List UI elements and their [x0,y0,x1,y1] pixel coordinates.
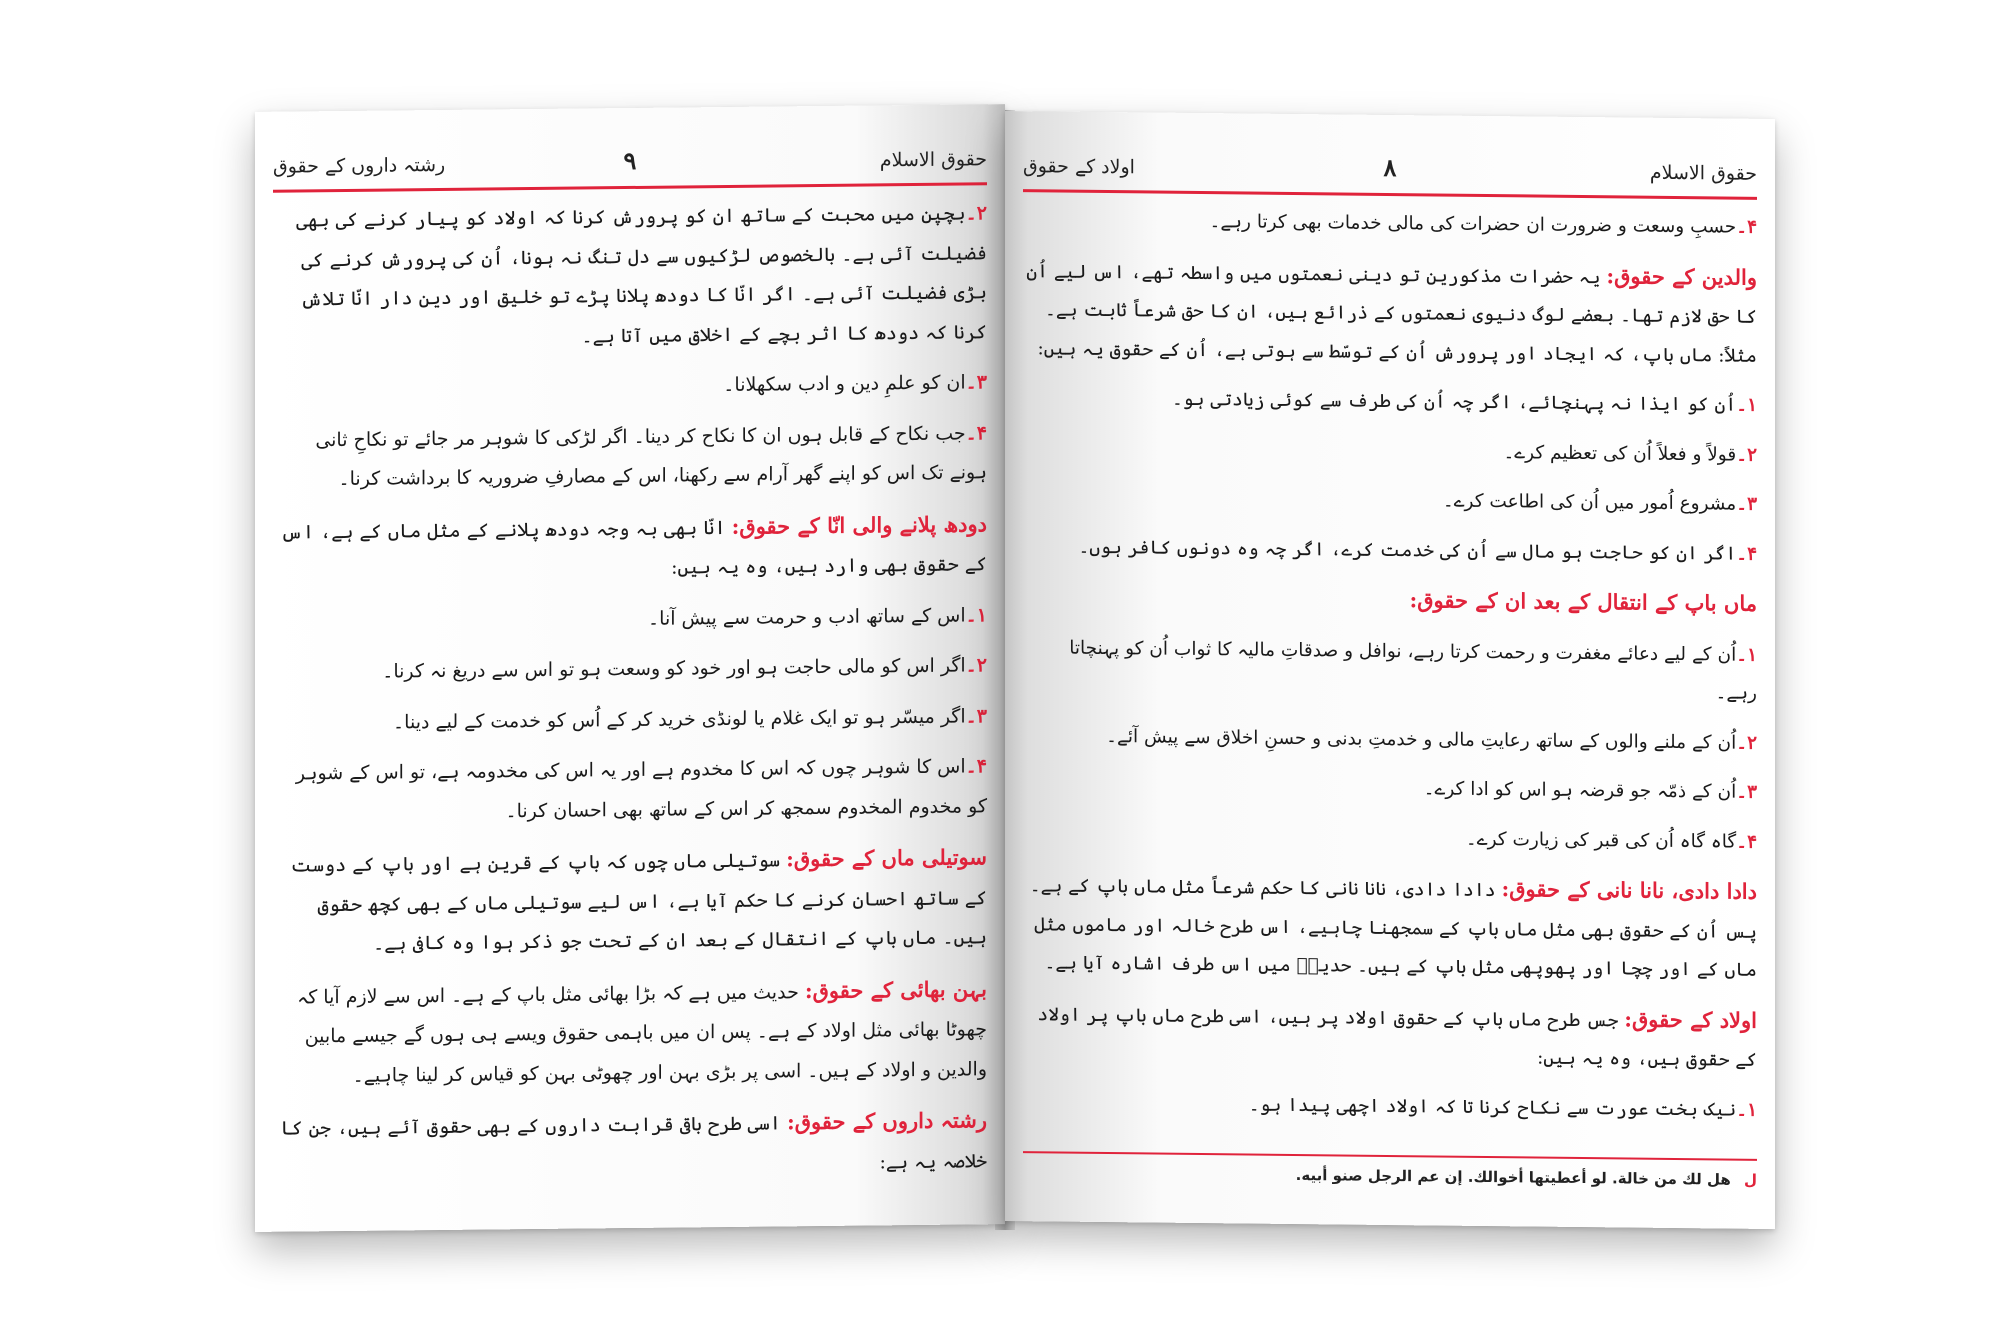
numbered-paragraph [273,747,987,833]
numbered-paragraph [1023,528,1757,574]
section-heading: بہن بھائی کے حقوق: [804,975,987,1003]
paragraph-text: بچپن میں محبت کے ساتھ ان کو پرورش کرنا کہ اولاد کو پیار کرنے کی بھی فضیلت آئی ہے۔ بالخصوص لڑکیوں سے دل تنگ نہ ہونا، اُن کی پرورش کرنے کی بڑی فضیلت آئی ہے۔ اگر انّا کا دودھ پلانا پڑے تو خلیق اور دین دار انّا تلاش کرنا کہ دودھ کا اثر بچے کے اخلاق میں آتا ہے۔ [296,202,987,348]
section-heading: سوتیلی ماں کے حقوق: [786,844,987,872]
paragraph-text: اُن کے ذمّہ جو قرضہ ہو اس کو ادا کرے۔ [1423,778,1737,803]
section-heading: والدین کے حقوق: [1606,262,1757,290]
numbered-paragraph [273,697,987,744]
paragraph-text: اگر اس کو مالی حاجت ہو اور خود کو وسعت ہو تو اس سے دریغ نہ کرنا۔ [382,654,966,683]
paragraph-text: اُن کے لیے دعائے مغفرت و رحمت کرتا رہے، نوافل و صدقاتِ مالیہ کا ثواب اُن کو پہنچاتا رہے۔ [1069,637,1757,704]
page-number: ۸ [1383,152,1397,183]
paragraph-text: گاہ گاہ اُن کی قبر کی زیارت کرے۔ [1465,828,1737,853]
page-header [273,142,987,185]
section-heading: ماں باپ کے انتقال کے بعد ان کے حقوق: [1409,587,1757,616]
section-paragraph [1023,251,1757,376]
page-body [273,194,987,1199]
item-number: ۱۔ [1736,644,1757,666]
left-page [255,104,1005,1232]
item-number: ۴۔ [1736,216,1757,238]
numbered-paragraph [1023,379,1757,425]
paragraph-text: انّا بھی بہ وجہ دودھ پلانے کے مثل ماں کے ہے، اس کے حقوق بھی وارد ہیں، وہ یہ ہیں: [280,516,987,579]
paragraph-text: اسی طرح باقی قرابت داروں کے بھی حقوق آئے ہیں، جن کا خلاصہ یہ ہے: [280,1112,987,1173]
item-number: ۴۔ [1736,831,1757,853]
numbered-paragraph [273,596,987,643]
numbered-paragraph [1023,629,1757,714]
paragraph-text: اس کے ساتھ ادب و حرمت سے پیش آنا۔ [648,603,966,630]
item-number: ۲۔ [1736,732,1757,754]
paragraph-text: حدیث میں ہے کہ بڑا بھائی مثل باپ کے ہے۔ اس سے لازم آیا کہ چھوٹا بھائی مثل اولاد کے ہے۔ پس ان میں باہمی حقوق ویسے ہی ہوں گے جیسے مابین والدین و اولاد کے ہیں۔ اسی پر بڑی بہن اور چھوٹی بہن کو قیاس کر لینا چاہیے۔ [297,980,987,1087]
footnote-mark: ل [1743,1170,1757,1189]
item-number: ۳۔ [1736,493,1757,515]
section-paragraph [273,969,987,1097]
numbered-paragraph [1023,766,1757,812]
section-paragraph [273,1100,987,1188]
paragraph-text: نیک بخت عورت سے نکاح کرنا تا کہ اولاد اچھی پیدا ہو۔ [1248,1094,1737,1121]
item-number: ۳۔ [965,704,987,727]
paragraph-text: جس طرح ماں باپ کے حقوق اولاد پر ہیں، اسی طرح ماں باپ پر اولاد کے حقوق ہیں، وہ یہ ہیں: [1037,1003,1757,1071]
footnote-text: هل لك من خالة. لو أعطيتها أخوالك. إن عم الرجل صنو أبيه. [1295,1166,1731,1189]
numbered-paragraph [1023,1084,1757,1130]
book-title: حقوق الاسلام [879,148,987,172]
item-number: ۴۔ [965,421,987,444]
section-heading: اولاد کے حقوق: [1624,1005,1757,1033]
item-number: ۲۔ [965,202,987,225]
paragraph-text: حسبِ وسعت و ضرورت ان حضرات کی مالی خدمات بھی کرتا رہے۔ [1209,211,1737,238]
item-number: ۴۔ [965,755,987,778]
numbered-paragraph [1023,816,1757,862]
section-heading: رشتہ داروں کے حقوق: [786,1107,987,1135]
numbered-paragraph [273,414,987,500]
right-page [1005,111,1775,1229]
section-paragraph [1023,577,1757,625]
numbered-paragraph [273,194,987,359]
section-paragraph [1023,994,1757,1081]
book-title: حقوق الاسلام [1649,161,1757,185]
paragraph-text: ان کو علمِ دین و ادب سکھلانا۔ [723,371,966,397]
section-paragraph [273,837,987,965]
paragraph-text: دادا دادی، نانا نانی کا حکم شرعاً مثل ماں باپ کے ہے۔ پس اُن کے حقوق بھی مثل ماں باپ کے سمجھنا چاہیے، اس طرح خالہ اور ماموں مثل ماں کے اور چچا اور پھوپھی مثل باپ کے ہیں۔ حدیثؔ میں اس طرف اشارہ آیا ہے۔ [1029,875,1757,981]
section-title: اولاد کے حقوق [1023,155,1135,179]
numbered-paragraph [273,363,987,410]
numbered-paragraph [273,646,987,693]
paragraph-text: قولاً و فعلاً اُن کی تعظیم کرے۔ [1503,441,1737,466]
page-body [1023,201,1757,1141]
item-number: ۴۔ [1736,543,1757,565]
paragraph-text: اگر ان کو حاجت ہو مال سے اُن کی خدمت کرے، اگر چہ وہ دونوں کافر ہوں۔ [1078,536,1737,565]
item-number: ۱۔ [965,603,987,626]
item-number: ۱۔ [1736,1099,1757,1121]
paragraph-text: جب نکاح کے قابل ہوں ان کا نکاح کر دینا۔ اگر لڑکی کا شوہر مر جائے تو نکاحِ ثانی ہونے تک اس کو اپنے گھر آرام سے رکھنا، اس کے مصارفِ ضروریہ کا برداشت کرنا۔ [315,421,987,491]
item-number: ۱۔ [1736,394,1757,416]
section-paragraph [273,504,987,592]
page-header [1023,149,1757,193]
item-number: ۳۔ [1736,781,1757,803]
paragraph-text: مشروع اُمور میں اُن کی اطاعت کرے۔ [1442,490,1737,515]
footnote [1023,1163,1757,1189]
page-number: ۹ [623,145,637,176]
section-title: رشتہ داروں کے حقوق [273,153,446,178]
paragraph-text: اگر میسّر ہو تو ایک غلام یا لونڈی خرید کر کے اُس کو خدمت کے لیے دینا۔ [393,704,966,733]
item-number: ۲۔ [965,654,987,677]
item-number: ۲۔ [1736,444,1757,466]
item-number: ۳۔ [965,371,987,394]
paragraph-text: اُن کو ایذا نہ پہنچائے، اگر چہ اُن کی طرف سے کوئی زیادتی ہو۔ [1171,388,1737,416]
numbered-paragraph [1023,478,1757,524]
paragraph-text: یہ حضرات مذکورین تو دینی نعمتوں میں واسطہ تھے، اس لیے اُن کا حق لازم تھا۔ بعضے لوگ دنیوی نعمتوں کے ذرائع ہیں، ان کا حق شرعاً ثابت ہے۔ مثلاً: ماں باپ، کہ ایجاد اور پرورش اُن کے توسّط سے ہوتی ہے، اُن کے حقوق یہ ہیں: [1026,260,1757,367]
section-heading: دودھ پلانے والی انّا کے حقوق: [731,510,987,539]
footnote-rule [1023,1151,1757,1161]
numbered-paragraph [1023,717,1757,763]
section-paragraph [1023,865,1757,990]
paragraph-text: سوتیلی ماں چوں کہ باپ کے قرین ہے اور باپ کے دوست کے ساتھ احسان کرنے کا حکم آیا ہے، اس لیے سوتیلی ماں کے بھی کچھ حقوق ہیں۔ ماں باپ کے انتقال کے بعد ان کے تحت جو ذکر ہوا وہ کافی ہے۔ [290,849,987,955]
paragraph-text: اس کا شوہر چوں کہ اس کا مخدوم ہے اور یہ اس کی مخدومہ ہے، تو اس کے شوہر کو مخدوم المخدوم سمجھ کر اس کے ساتھ بھی احسان کرنا۔ [295,755,987,822]
numbered-paragraph [1023,201,1757,247]
numbered-paragraph [1023,429,1757,475]
paragraph-text: اُن کے ملنے والوں کے ساتھ رعایتِ مالی و خدمتِ بدنی و حسنِ اخلاق سے پیش آئے۔ [1106,725,1737,754]
section-heading: دادا دادی، نانا نانی کے حقوق: [1501,876,1757,904]
